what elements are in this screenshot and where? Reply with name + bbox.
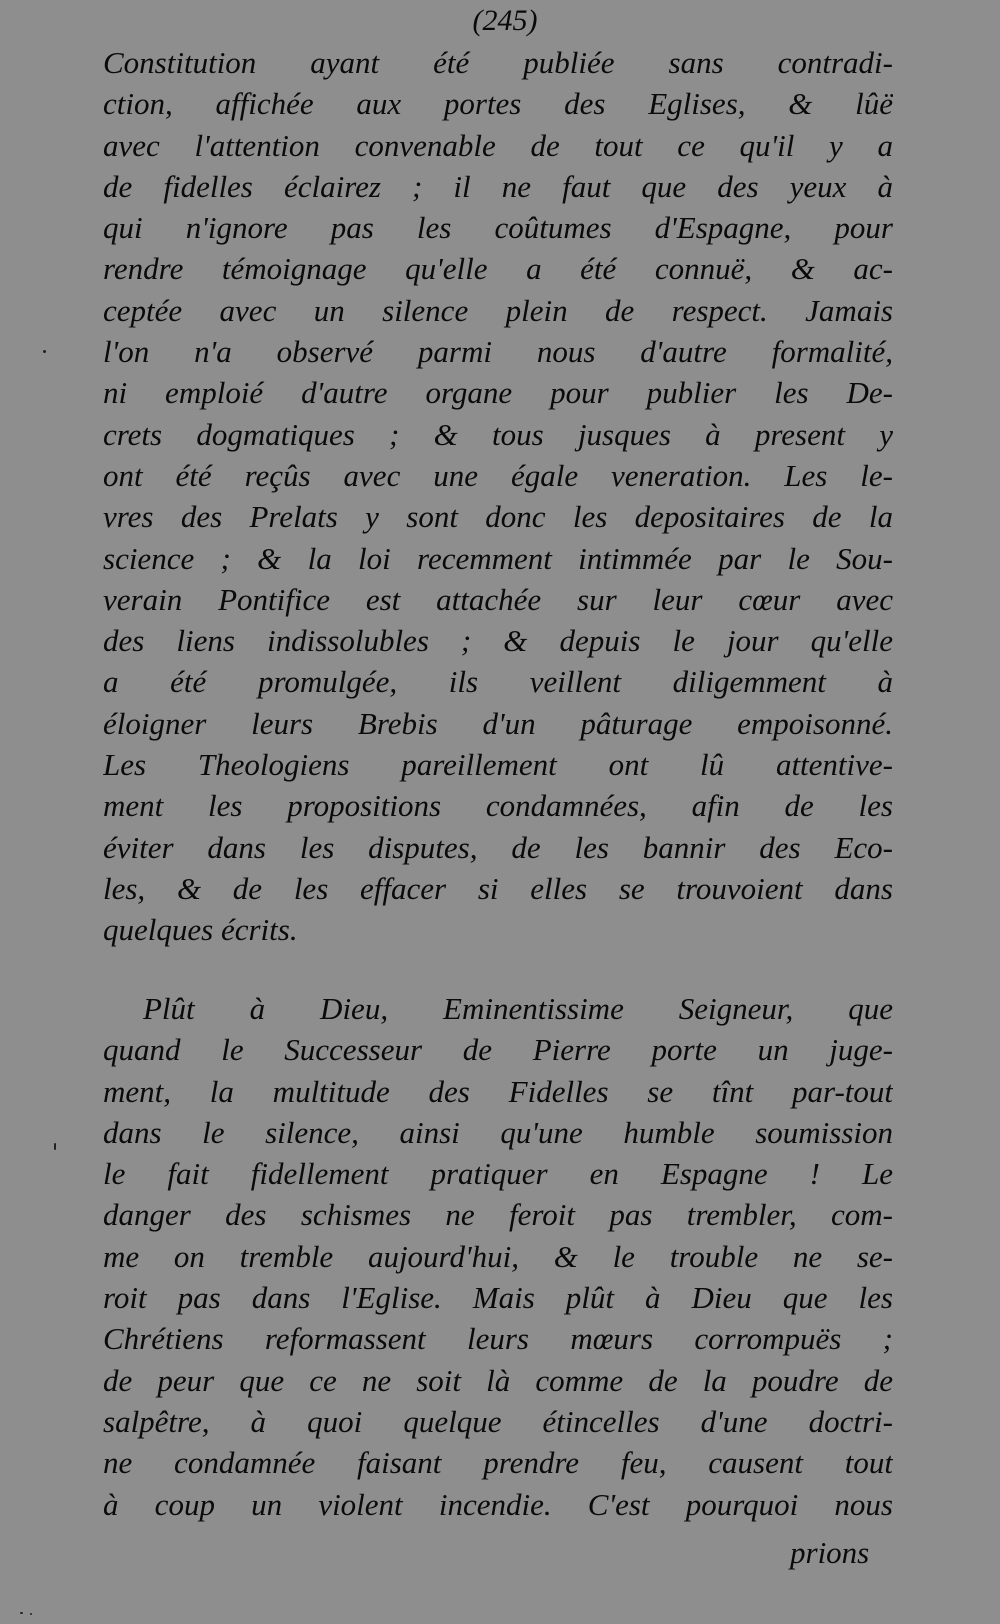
ink-speck xyxy=(54,1143,56,1150)
text-line: Chrétiens reformassent leurs mœurs corrompuës ; xyxy=(103,1321,893,1357)
text-line: ont été reçûs avec une égale veneration. Les le- xyxy=(103,457,893,493)
text-line: de peur que ce ne soit là comme de la poudre de xyxy=(103,1362,893,1398)
text-line: ceptée avec un silence plein de respect. Jamais xyxy=(103,292,893,328)
text-line: de fidelles éclairez ; il ne faut que des yeux à xyxy=(103,168,893,204)
text-line: ction, affichée aux portes des Eglises, & lûë xyxy=(103,86,893,122)
text-line: les, & de les effacer si elles se trouvoient dans xyxy=(103,870,893,906)
text-line: Plût à Dieu, Eminentissime Seigneur, que xyxy=(143,991,893,1026)
text-line: dans le silence, ainsi qu'une humble soumission xyxy=(103,1114,893,1150)
text-line: Constitution ayant été publiée sans contradi- xyxy=(103,45,893,80)
text-line: verain Pontifice est attachée sur leur cœur avec xyxy=(103,581,893,617)
text-line: quand le Successeur de Pierre porte un juge- xyxy=(103,1032,893,1068)
text-line: ne condamnée faisant prendre feu, causent tout xyxy=(103,1445,893,1481)
text-line: ment, la multitude des Fidelles se tînt par-tout xyxy=(103,1073,893,1109)
text-line: vres des Prelats y sont donc les depositaires de la xyxy=(103,499,893,535)
text-line: rendre témoignage qu'elle a été connuë, & ac- xyxy=(103,251,893,287)
text-line: a été promulgée, ils veillent diligemment à xyxy=(103,664,893,700)
paragraph-2 xyxy=(103,988,893,1525)
text-line: science ; & la loi recemment intimmée par le Sou- xyxy=(103,540,893,576)
page-number: (245) xyxy=(472,4,538,37)
text-line: me on tremble aujourd'hui, & le trouble ne se- xyxy=(103,1238,893,1274)
ink-speck xyxy=(20,1612,23,1614)
text-line: avec l'attention convenable de tout ce qu'il y a xyxy=(103,127,893,163)
text-line: roit pas dans l'Eglise. Mais plût à Dieu que les xyxy=(103,1280,893,1316)
text-line: l'on n'a observé parmi nous d'autre formalité, xyxy=(103,334,893,370)
text-line: le fait fidellement pratiquer en Espagne ! Le xyxy=(103,1156,893,1192)
text-line: éviter dans les disputes, de les bannir des Eco- xyxy=(103,829,893,865)
text-line: qui n'ignore pas les coûtumes d'Espagne, pour xyxy=(103,210,893,246)
text-line: ni emploié d'autre organe pour publier les De- xyxy=(103,375,893,411)
text-line: crets dogmatiques ; & tous jusques à present y xyxy=(103,416,893,452)
text-line: Les Theologiens pareillement ont lû attentive- xyxy=(103,747,893,783)
ink-speck xyxy=(30,1613,32,1615)
text-line: quelques écrits. xyxy=(103,912,298,948)
ink-speck xyxy=(43,350,46,353)
text-line: des liens indissolubles ; & depuis le jour qu'elle xyxy=(103,623,893,659)
text-line: à coup un violent incendie. C'est pourquoi nous xyxy=(103,1486,893,1522)
text-line: salpêtre, à quoi quelque étincelles d'une doctri- xyxy=(103,1403,893,1439)
catchword: prions xyxy=(790,1535,870,1570)
paragraph-1 xyxy=(103,42,893,951)
text-line: ment les propositions condamnées, afin de les xyxy=(103,788,893,824)
text-line: éloigner leurs Brebis d'un pâturage empoisonné. xyxy=(103,705,893,741)
text-line: danger des schismes ne feroit pas trembler, com- xyxy=(103,1197,893,1233)
